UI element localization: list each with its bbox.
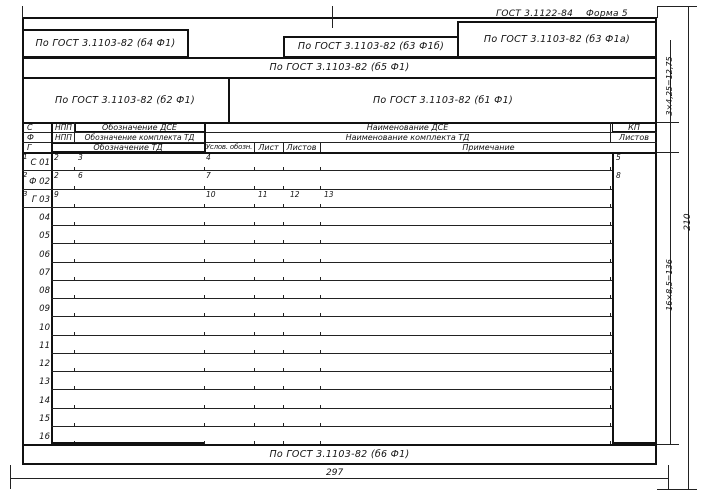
row2-prefix: Ф [27, 133, 34, 142]
column-tick [283, 186, 284, 190]
column-tick [320, 277, 321, 281]
column-tick [204, 240, 205, 244]
column-tick [283, 423, 284, 427]
row-label: 11 [39, 340, 50, 351]
field-number: 4 [206, 153, 211, 162]
block-b3f1b [283, 36, 459, 58]
row-line [51, 371, 613, 372]
row-label: 08 [39, 286, 50, 296]
column-tick [74, 186, 75, 190]
standard-number: ГОСТ 3.1122-84 [496, 9, 574, 19]
field-number: 6 [78, 171, 83, 181]
row-label: 10 [39, 322, 50, 333]
field-number: 7 [206, 171, 211, 181]
column-tick [204, 386, 205, 390]
column-tick [204, 186, 205, 190]
column-tick [74, 259, 75, 263]
row-label: 05 [39, 231, 50, 242]
height-dimension-line [688, 6, 689, 489]
field-number: 3 [78, 153, 83, 162]
top-right-mark [657, 6, 658, 18]
column-tick [74, 167, 75, 171]
column-tick [74, 386, 75, 390]
column-tick [283, 386, 284, 390]
column-tick [320, 204, 321, 208]
field-number: 12 [290, 189, 300, 199]
row2-naim: Наименование комплекта ТД [345, 133, 470, 142]
row2-npp: НПП [55, 133, 72, 142]
row-line [51, 316, 613, 317]
row-label: 14 [39, 395, 50, 406]
column-tick [320, 167, 321, 171]
column-tick [283, 259, 284, 263]
column-tick [74, 295, 75, 299]
row1-naim: Наименование ДСЕ [366, 123, 449, 132]
width-dimension: 297 [326, 468, 344, 478]
column-tick [254, 167, 255, 171]
block-b6-text: По ГОСТ 3.1103-82 (б6 Ф1) [269, 449, 410, 461]
column-tick [283, 313, 284, 317]
field-number: 2 [54, 171, 59, 181]
block-b3f1a [457, 21, 657, 58]
body-dim-ext-bottom [657, 444, 679, 445]
margin-mark: 3 [23, 189, 28, 198]
row-line [51, 426, 613, 427]
row2-listov: Листов [619, 133, 649, 142]
column-tick [283, 350, 284, 354]
row-label: 09 [39, 304, 50, 315]
row-label: 15 [39, 413, 50, 424]
column-tick [320, 405, 321, 409]
row-line [51, 170, 613, 171]
column-tick [610, 368, 611, 372]
row1-kp: КП [628, 123, 640, 132]
column-tick [254, 204, 255, 208]
row3-uslov: Услов. обозн. [205, 143, 253, 151]
column-tick [254, 259, 255, 263]
header-rows-dimension: 3×4,25=12,75 [665, 56, 674, 116]
column-tick [610, 277, 611, 281]
column-tick [74, 332, 75, 336]
height-ext-top [657, 6, 697, 7]
body-rows-dimension: 16×8,5=136 [665, 259, 674, 311]
column-tick [610, 313, 611, 317]
row3-oboz: Обозначение ТД [93, 143, 163, 152]
row-line [51, 207, 613, 208]
row1-oboz: Обозначение ДСЕ [102, 123, 177, 132]
prefix-row-line-3 [22, 207, 51, 208]
field-number: 2 [54, 153, 59, 162]
row-line [51, 389, 613, 390]
column-tick [204, 313, 205, 317]
height-ext-bottom [657, 489, 697, 490]
column-tick [204, 332, 205, 336]
column-tick [254, 368, 255, 372]
row-label: 16 [39, 432, 50, 442]
header-bottom-line [22, 152, 657, 154]
block-b4 [22, 29, 189, 58]
field-number: 5 [616, 153, 621, 162]
row-label: Ф 02 [29, 176, 50, 187]
column-tick [320, 295, 321, 299]
row-label: 06 [39, 249, 50, 260]
column-tick [204, 295, 205, 299]
column-tick [320, 222, 321, 226]
column-tick [283, 368, 284, 372]
row-label: С 01 [30, 158, 50, 169]
column-tick [610, 167, 611, 171]
column-tick [610, 332, 611, 336]
row-line [51, 225, 613, 226]
row-label: 07 [39, 267, 50, 278]
column-tick [610, 240, 611, 244]
column-tick [254, 386, 255, 390]
column-tick [254, 295, 255, 299]
column-tick [74, 350, 75, 354]
column-tick [320, 240, 321, 244]
column-tick [610, 204, 611, 208]
row2-oboz: Обозначение комплекта ТД [84, 133, 195, 142]
form-number: Форма 5 [586, 9, 628, 19]
column-tick [283, 167, 284, 171]
row-line [51, 262, 613, 263]
column-tick [74, 204, 75, 208]
column-tick [204, 259, 205, 263]
column-tick [74, 368, 75, 372]
column-tick [204, 368, 205, 372]
row-label: 12 [39, 359, 50, 369]
column-tick [283, 295, 284, 299]
column-tick [610, 386, 611, 390]
width-ext-left [10, 465, 11, 489]
row-line [51, 280, 613, 281]
column-tick [283, 332, 284, 336]
column-tick [204, 350, 205, 354]
row1-npp: НПП [55, 123, 72, 132]
block-b3f1b-text: По ГОСТ 3.1103-82 (б3 Ф1б) [297, 41, 445, 53]
row-label: 04 [39, 213, 50, 223]
column-tick [74, 405, 75, 409]
column-tick [610, 423, 611, 427]
column-tick [204, 277, 205, 281]
column-tick [254, 277, 255, 281]
column-tick [254, 350, 255, 354]
column-tick [610, 405, 611, 409]
field-number: 9 [54, 189, 59, 199]
row3-prim: Примечание [462, 143, 515, 152]
column-tick [74, 277, 75, 281]
column-tick [320, 350, 321, 354]
column-tick [204, 423, 205, 427]
field-number: 10 [206, 189, 216, 199]
hdr-dim-ext-mid [657, 152, 679, 153]
column-tick [283, 405, 284, 409]
row3-list: Лист [258, 143, 279, 152]
block-b6 [22, 445, 657, 465]
column-tick [283, 222, 284, 226]
block-b4-text: По ГОСТ 3.1103-82 (б4 Ф1) [35, 37, 176, 49]
block-b1 [229, 79, 657, 122]
column-tick [254, 240, 255, 244]
column-tick [204, 405, 205, 409]
field-number: 11 [258, 189, 268, 199]
row-label: Г 03 [31, 194, 50, 205]
row-line [51, 243, 613, 244]
block-b2-text: По ГОСТ 3.1103-82 (б2 Ф1) [54, 94, 196, 106]
column-tick [320, 386, 321, 390]
column-tick [320, 313, 321, 317]
column-tick [320, 259, 321, 263]
top-left-mark [22, 6, 23, 18]
column-tick [254, 222, 255, 226]
row-line [51, 408, 613, 409]
block-b1-text: По ГОСТ 3.1103-82 (б1 Ф1) [372, 94, 514, 106]
right-column-line [612, 152, 614, 444]
margin-mark: 1 [23, 153, 28, 161]
block-b2 [22, 79, 228, 122]
width-dimension-line [10, 478, 669, 479]
column-tick [320, 368, 321, 372]
column-tick [610, 259, 611, 263]
column-tick [74, 240, 75, 244]
column-tick [74, 222, 75, 226]
margin-mark: 2 [23, 171, 28, 180]
column-tick [610, 222, 611, 226]
column-tick [204, 167, 205, 171]
block-b5-text: По ГОСТ 3.1103-82 (б5 Ф1) [269, 62, 410, 74]
column-tick [204, 222, 205, 226]
column-tick [320, 332, 321, 336]
block-b5 [22, 57, 657, 79]
column-tick [254, 186, 255, 190]
column-tick [283, 277, 284, 281]
column-tick [204, 204, 205, 208]
column-tick [610, 186, 611, 190]
column-tick [283, 204, 284, 208]
column-tick [74, 423, 75, 427]
field-number: 8 [616, 171, 621, 181]
column-tick [254, 313, 255, 317]
row1-prefix: С [27, 123, 33, 132]
row3-listov: Листов [286, 143, 317, 152]
width-ext-right [668, 465, 669, 489]
column-tick [610, 350, 611, 354]
row-line [51, 353, 613, 354]
row-line [51, 335, 613, 336]
column-tick [254, 423, 255, 427]
column-tick [320, 186, 321, 190]
column-tick [254, 405, 255, 409]
column-tick [74, 313, 75, 317]
row-line [51, 298, 613, 299]
block-b3f1a-text: По ГОСТ 3.1103-82 (б3 Ф1а) [483, 33, 631, 45]
column-tick [283, 240, 284, 244]
column-tick [254, 332, 255, 336]
field-number: 13 [324, 189, 334, 199]
column-tick [320, 423, 321, 427]
row3-prefix: Г [27, 143, 32, 152]
column-tick [610, 295, 611, 299]
height-dimension: 210 [682, 213, 693, 231]
top-center-mark [332, 6, 333, 28]
row-label: 13 [39, 377, 50, 388]
